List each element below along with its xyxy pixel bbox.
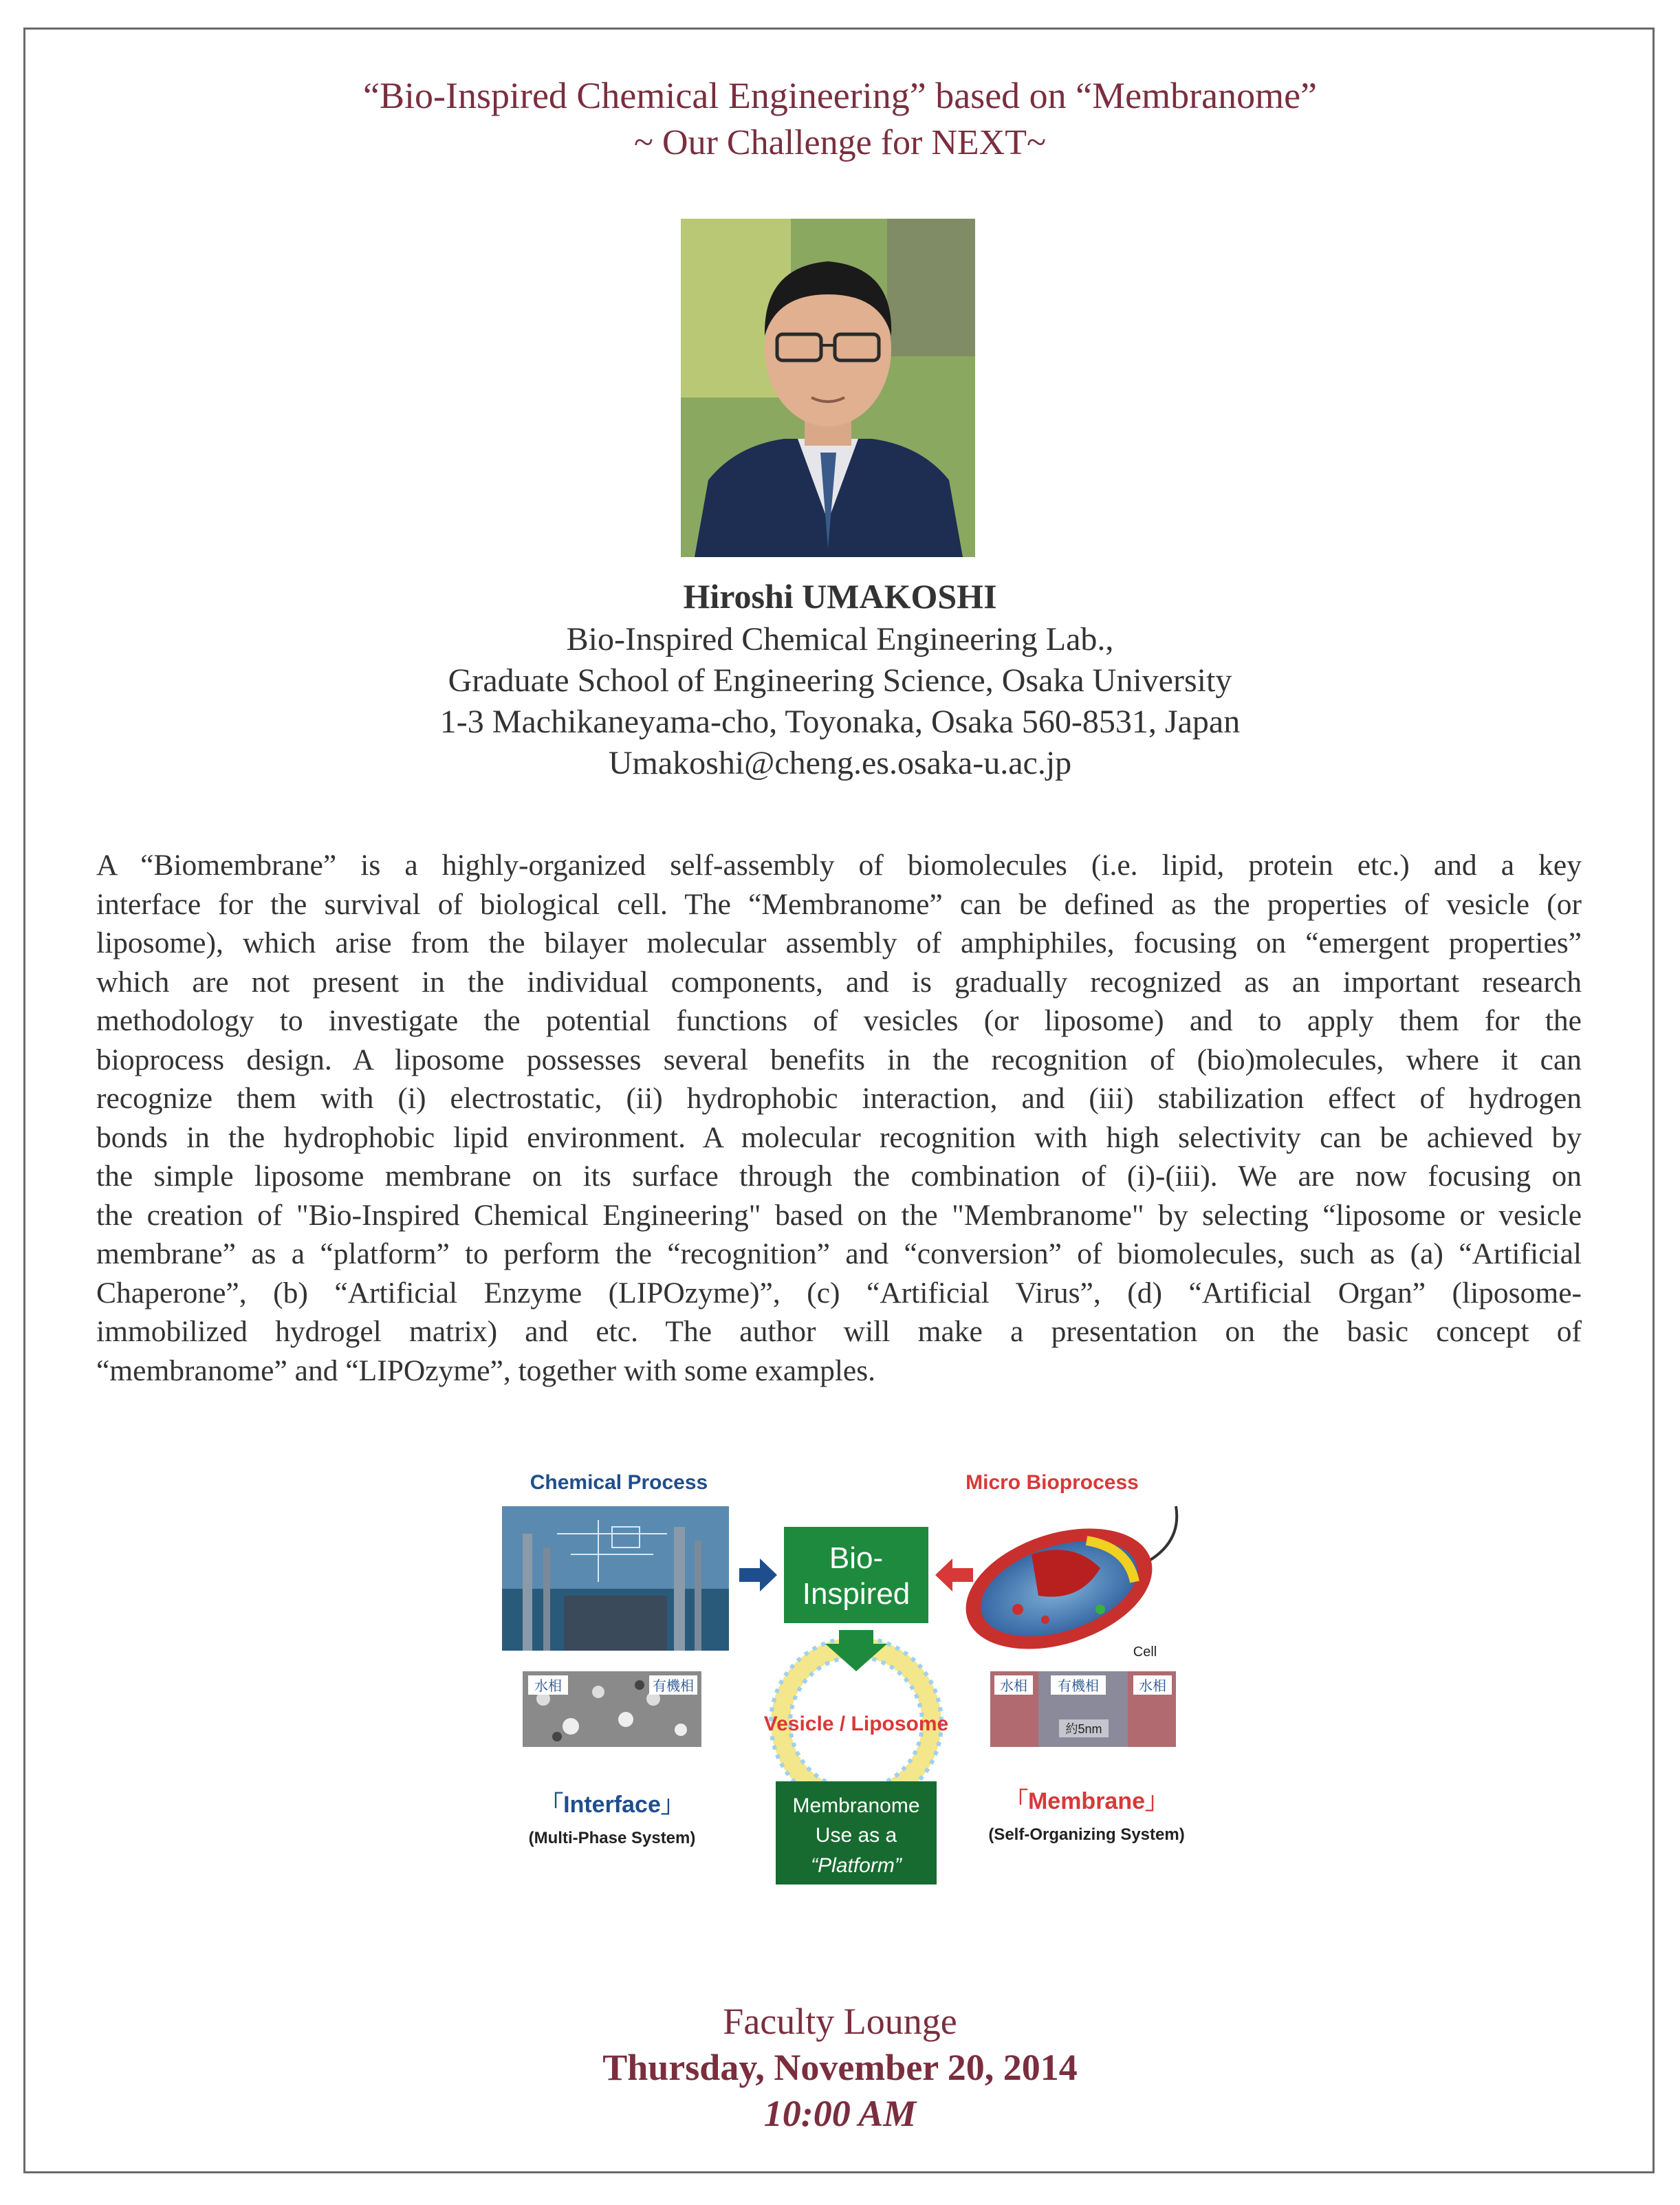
- event-date: Thursday, November 20, 2014: [602, 2047, 1078, 2088]
- talk-title-line-1: “Bio-Inspired Chemical Engineering” based on “Membranome”: [362, 75, 1318, 116]
- abstract-line: methodology to investigate the potential functions of vesicles (or liposome) and to apply them for the: [96, 1004, 1582, 1037]
- speaker-lab: Bio-Inspired Chemical Engineering Lab.,: [566, 621, 1114, 658]
- abstract-line: bioprocess design. A liposome possesses several benefits in the recognition of (bio)molecules, where it can: [96, 1043, 1582, 1076]
- abstract-line: interface for the survival of biological cell. The “Membranome” can be defined as the properties of vesicle (or: [96, 887, 1582, 921]
- abstract-line: liposome), which arise from the bilayer molecular assembly of amphiphiles, focusing on “emergent properties”: [96, 926, 1582, 959]
- micro-bioprocess-heading: Micro Bioprocess: [966, 1471, 1139, 1494]
- multi-phase-system-label: (Multi-Phase System): [528, 1829, 696, 1847]
- organic-phase-tag-center: 有機相: [1058, 1679, 1099, 1694]
- speaker-name: Hiroshi UMAKOSHI: [683, 577, 997, 616]
- abstract-line: Chaperone”, (b) “Artificial Enzyme (LIPOzyme)”, (c) “Artificial Virus”, (d) “Artificial Organ” (liposome-: [96, 1276, 1582, 1310]
- arrow-down-icon: [825, 1630, 887, 1671]
- bio-inspired-line-2: Inspired: [802, 1577, 910, 1611]
- abstract-line: bonds in the hydrophobic lipid environment. A molecular recognition with high selectivity can be achieved by: [96, 1120, 1582, 1154]
- interface-label: 「Interface」: [540, 1792, 684, 1818]
- abstract-line: recognize them with (i) electrostatic, (ii) hydrophobic interaction, and (iii) stabilization effect of hydrogen: [96, 1082, 1582, 1115]
- bio-inspired-line-1: Bio-: [829, 1541, 884, 1575]
- cell-label: Cell: [1133, 1644, 1157, 1660]
- self-organizing-system-label: (Self-Organizing System): [988, 1825, 1185, 1844]
- membranome-line-3: “Platform”: [811, 1854, 902, 1877]
- arrow-left-icon: [935, 1558, 973, 1592]
- speaker-school: Graduate School of Engineering Science, Osaka University: [448, 662, 1232, 699]
- water-phase-tag: 水相: [534, 1679, 562, 1694]
- membrane-label: 「Membrane」: [1004, 1788, 1169, 1814]
- abstract-line: membrane” as a “platform” to perform the “recognition” and “conversion” of biomolecules, such as (a) “Artificial: [96, 1237, 1582, 1270]
- concept-diagram: [495, 1465, 1210, 1905]
- abstract: [96, 846, 1582, 1390]
- arrow-right-icon: [739, 1558, 777, 1592]
- event-time: 10:00 AM: [763, 2093, 917, 2134]
- abstract-line: the creation of "Bio-Inspired Chemical Engineering" based on the "Membranome" by selecting “liposome or vesicle: [96, 1198, 1582, 1232]
- abstract-line: “membranome” and “LIPOzyme”, together with some examples.: [96, 1354, 876, 1387]
- water-phase-tag-right: 水相: [1139, 1679, 1166, 1694]
- vesicle-liposome-label: Vesicle / Liposome: [763, 1713, 949, 1735]
- speaker-email: Umakoshi@cheng.es.osaka-u.ac.jp: [608, 745, 1072, 781]
- abstract-line: the simple liposome membrane on its surface through the combination of (i)-(iii). We are now focusing on: [96, 1160, 1582, 1193]
- water-phase-tag-left: 水相: [1000, 1679, 1027, 1694]
- membranome-line-2: Use as a: [815, 1824, 897, 1847]
- chemical-plant-image: [502, 1506, 729, 1651]
- talk-title-line-2: ~ Our Challenge for NEXT~: [633, 123, 1047, 162]
- speaker-address: 1-3 Machikaneyama-cho, Toyonaka, Osaka 560-8531, Japan: [439, 704, 1241, 740]
- speaker-photo: [681, 219, 975, 557]
- membranome-line-1: Membranome: [792, 1794, 920, 1817]
- membrane-scale-label: 約5nm: [1065, 1722, 1102, 1736]
- speaker-portrait-image: [681, 219, 975, 557]
- concept-diagram-svg: [495, 1465, 1210, 1905]
- abstract-line: A “Biomembrane” is a highly-organized self-assembly of biomolecules (i.e. lipid, protein etc.) and a key: [96, 849, 1582, 882]
- abstract-line: which are not present in the individual components, and is gradually recognized as an important research: [96, 965, 1582, 999]
- organic-phase-tag: 有機相: [653, 1679, 694, 1694]
- event-venue: Faculty Lounge: [723, 2001, 957, 2042]
- chemical-process-heading: Chemical Process: [530, 1471, 708, 1494]
- abstract-line: immobilized hydrogel matrix) and etc. The author will make a presentation on the basic concept of: [96, 1315, 1582, 1348]
